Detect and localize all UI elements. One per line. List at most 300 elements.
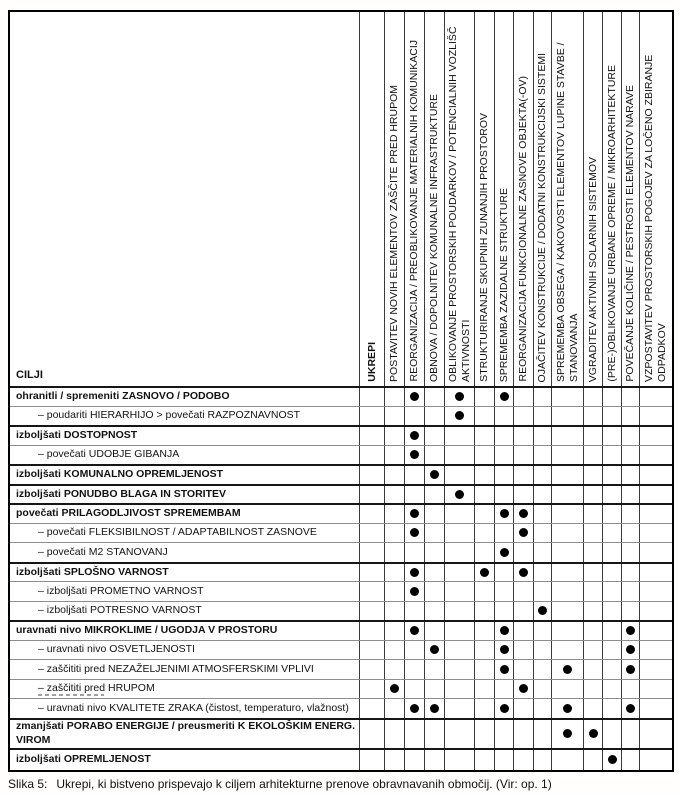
matrix-cell bbox=[475, 641, 495, 660]
matrix-cell bbox=[552, 543, 584, 562]
matrix-cell bbox=[495, 564, 514, 582]
matrix-cell bbox=[622, 699, 640, 718]
goal-label: – zaščititi pred NEZAŽELJENIMI ATMOSFERSKIMI VPLIVI bbox=[38, 662, 314, 675]
figure-caption-text: Ukrepi, ki bistveno prispevajo k ciljem arhitekturne prenove obravnavanih območij. (Vir: op. 1) bbox=[56, 777, 552, 791]
dot-marker bbox=[430, 645, 439, 654]
column-header-cell bbox=[514, 12, 534, 386]
matrix-cell bbox=[552, 427, 584, 445]
matrix-cell bbox=[514, 641, 534, 660]
goal-label: – povečati FLEKSIBILNOST / ADAPTABILNOST ZASNOVE bbox=[38, 526, 317, 539]
matrix-cell bbox=[603, 564, 622, 582]
goal-label: – izboljšati PROMETNO VARNOST bbox=[38, 584, 204, 597]
matrix-cell bbox=[552, 720, 584, 748]
matrix-cell bbox=[495, 388, 514, 406]
matrix-cell bbox=[603, 622, 622, 640]
column-header-label: POVEČANJE KOLIČINE / PESTROSTI ELEMENTOV NARAVE bbox=[624, 85, 637, 382]
goal-label: – povečati M2 STANOVANJ bbox=[38, 545, 168, 558]
matrix-cell bbox=[584, 388, 603, 406]
matrix-cell bbox=[475, 582, 495, 601]
matrix-cell bbox=[534, 407, 552, 426]
matrix-cell bbox=[552, 388, 584, 406]
matrix-cell bbox=[495, 466, 514, 484]
matrix-cell bbox=[445, 486, 475, 504]
matrix-cell bbox=[475, 750, 495, 770]
matrix-cell bbox=[385, 466, 405, 484]
matrix-cell bbox=[622, 427, 640, 445]
matrix-cell bbox=[475, 388, 495, 406]
matrix-cell bbox=[385, 641, 405, 660]
matrix-cell bbox=[475, 427, 495, 445]
matrix-cell bbox=[495, 660, 514, 679]
matrix-cell bbox=[495, 505, 514, 523]
matrix-cell bbox=[405, 427, 425, 445]
matrix-cell bbox=[405, 602, 425, 621]
matrix-cell bbox=[640, 641, 672, 660]
dot-marker bbox=[608, 755, 617, 764]
matrix-cell bbox=[640, 602, 672, 621]
matrix-cell bbox=[640, 505, 672, 523]
measures-spacer-cell bbox=[360, 543, 385, 562]
matrix-cell bbox=[385, 720, 405, 748]
pencil-smudge-mark bbox=[38, 694, 104, 696]
goal-label: uravnati nivo MIKROKLIME / UGODJA V PROSTORU bbox=[16, 624, 278, 637]
matrix-cell bbox=[534, 427, 552, 445]
matrix-cell bbox=[552, 486, 584, 504]
matrix-cell bbox=[405, 564, 425, 582]
matrix-cell bbox=[640, 680, 672, 699]
dot-marker bbox=[455, 490, 464, 499]
column-header-label: VZPOSTAVITEV PROSTORSKIH POGOJEV ZA LOČENO ZBIRANJE ODPADKOV bbox=[643, 54, 668, 382]
column-header-cell bbox=[495, 12, 514, 386]
matrix-cell bbox=[603, 660, 622, 679]
matrix-cell bbox=[622, 602, 640, 621]
matrix-cell bbox=[640, 427, 672, 445]
matrix-cell bbox=[514, 543, 534, 562]
goal-row bbox=[10, 503, 672, 523]
matrix-cell bbox=[584, 505, 603, 523]
dot-marker bbox=[480, 568, 489, 577]
matrix-cell bbox=[495, 582, 514, 601]
matrix-cell bbox=[534, 486, 552, 504]
matrix-cell bbox=[405, 388, 425, 406]
matrix-cell bbox=[603, 582, 622, 601]
matrix-cell bbox=[405, 505, 425, 523]
measures-spacer-cell bbox=[360, 622, 385, 640]
dot-marker bbox=[410, 587, 419, 596]
matrix-cell bbox=[514, 660, 534, 679]
dot-marker bbox=[500, 548, 509, 557]
goal-row bbox=[10, 748, 672, 770]
matrix-cell bbox=[405, 622, 425, 640]
goal-row bbox=[10, 386, 672, 406]
measures-spacer-cell bbox=[360, 720, 385, 748]
matrix-cell bbox=[385, 524, 405, 543]
goal-row bbox=[10, 620, 672, 640]
table-header-row bbox=[10, 12, 672, 386]
matrix-cell bbox=[603, 427, 622, 445]
matrix-cell bbox=[534, 720, 552, 748]
dot-marker bbox=[626, 645, 635, 654]
matrix-cell bbox=[552, 680, 584, 699]
matrix-cell bbox=[584, 602, 603, 621]
matrix-cell bbox=[534, 524, 552, 543]
matrix-cell bbox=[445, 524, 475, 543]
matrix-cell bbox=[445, 407, 475, 426]
dot-marker bbox=[589, 729, 598, 738]
matrix-cell bbox=[622, 407, 640, 426]
matrix-cell bbox=[405, 582, 425, 601]
matrix-cell bbox=[445, 582, 475, 601]
matrix-cell bbox=[475, 622, 495, 640]
matrix-cell bbox=[534, 446, 552, 465]
measures-spacer-cell bbox=[360, 388, 385, 406]
matrix-cell bbox=[552, 750, 584, 770]
matrix-cell bbox=[475, 602, 495, 621]
matrix-cell bbox=[584, 582, 603, 601]
matrix-cell bbox=[603, 720, 622, 748]
goal-row bbox=[10, 523, 672, 543]
measures-spacer-cell bbox=[360, 446, 385, 465]
matrix-cell bbox=[640, 750, 672, 770]
matrix-cell bbox=[640, 660, 672, 679]
goal-row bbox=[10, 425, 672, 445]
matrix-cell bbox=[405, 543, 425, 562]
column-header-label: SPREMEMBA OBSEGA / KAKOVOSTI ELEMENTOV LUPINE STAVBE / STANOVANJA bbox=[554, 42, 580, 382]
measures-header-label: UKREPI bbox=[365, 342, 378, 382]
goal-label: ohranitli / spremeniti ZASNOVO / PODOBO bbox=[16, 390, 230, 403]
matrix-cell bbox=[475, 524, 495, 543]
goal-label: – uravnati nivo OSVETLJENOSTI bbox=[38, 643, 195, 656]
matrix-cell bbox=[514, 466, 534, 484]
matrix-cell bbox=[622, 680, 640, 699]
matrix-cell bbox=[385, 407, 405, 426]
goal-label-cell bbox=[10, 505, 360, 523]
matrix-cell bbox=[603, 446, 622, 465]
goal-label-cell bbox=[10, 543, 360, 562]
goal-label-cell bbox=[10, 680, 360, 699]
goal-label: izboljšati SPLOŠNO VARNOST bbox=[16, 565, 169, 578]
goal-label-cell bbox=[10, 427, 360, 445]
dot-marker bbox=[410, 392, 419, 401]
matrix-cell bbox=[425, 699, 445, 718]
matrix-cell bbox=[603, 750, 622, 770]
column-header-label: VGRADITEV AKTIVNIH SOLARNIH SISTEMOV bbox=[586, 156, 599, 382]
dot-marker bbox=[410, 704, 419, 713]
goal-label-cell bbox=[10, 641, 360, 660]
matrix-cell bbox=[622, 446, 640, 465]
matrix-cell bbox=[584, 543, 603, 562]
measures-spacer-cell bbox=[360, 641, 385, 660]
matrix-cell bbox=[495, 680, 514, 699]
matrix-cell bbox=[385, 582, 405, 601]
goal-label-cell bbox=[10, 602, 360, 621]
goal-row bbox=[10, 445, 672, 465]
matrix-cell bbox=[475, 466, 495, 484]
matrix-cell bbox=[552, 660, 584, 679]
matrix-cell bbox=[475, 543, 495, 562]
matrix-cell bbox=[640, 486, 672, 504]
matrix-cell bbox=[495, 622, 514, 640]
matrix-cell bbox=[534, 622, 552, 640]
matrix-cell bbox=[640, 699, 672, 718]
goal-label-cell bbox=[10, 622, 360, 640]
goal-label: izboljšati DOSTOPNOST bbox=[16, 429, 138, 442]
matrix-cell bbox=[584, 564, 603, 582]
dot-marker bbox=[538, 606, 547, 615]
matrix-cell bbox=[385, 486, 405, 504]
matrix-cell bbox=[552, 505, 584, 523]
matrix-cell bbox=[603, 680, 622, 699]
matrix-cell bbox=[425, 582, 445, 601]
matrix-cell bbox=[534, 660, 552, 679]
column-header-cell bbox=[475, 12, 495, 386]
matrix-cell bbox=[495, 641, 514, 660]
matrix-cell bbox=[534, 699, 552, 718]
measures-spacer-cell bbox=[360, 660, 385, 679]
matrix-cell bbox=[495, 407, 514, 426]
matrix-cell bbox=[584, 720, 603, 748]
goal-label-cell bbox=[10, 486, 360, 504]
column-header-cell bbox=[534, 12, 552, 386]
column-header-cell bbox=[622, 12, 640, 386]
matrix-cell bbox=[584, 680, 603, 699]
goal-row bbox=[10, 718, 672, 748]
matrix-cell bbox=[385, 427, 405, 445]
dot-marker bbox=[410, 450, 419, 459]
matrix-cell bbox=[405, 641, 425, 660]
measures-header-cell bbox=[360, 12, 385, 386]
matrix-cell bbox=[385, 660, 405, 679]
matrix-cell bbox=[622, 660, 640, 679]
goal-row bbox=[10, 581, 672, 601]
matrix-cell bbox=[445, 750, 475, 770]
matrix-cell bbox=[385, 505, 405, 523]
matrix-cell bbox=[534, 641, 552, 660]
matrix-cell bbox=[534, 466, 552, 484]
column-header-cell bbox=[552, 12, 584, 386]
matrix-cell bbox=[425, 407, 445, 426]
measures-spacer-cell bbox=[360, 680, 385, 699]
matrix-cell bbox=[603, 641, 622, 660]
dot-marker bbox=[410, 528, 419, 537]
matrix-cell bbox=[405, 466, 425, 484]
matrix-cell bbox=[405, 720, 425, 748]
dot-marker bbox=[500, 665, 509, 674]
matrix-cell bbox=[425, 750, 445, 770]
dot-marker bbox=[626, 665, 635, 674]
matrix-cell bbox=[385, 543, 405, 562]
dot-marker bbox=[410, 626, 419, 635]
matrix-cell bbox=[584, 699, 603, 718]
matrix-cell bbox=[603, 602, 622, 621]
matrix-cell bbox=[552, 564, 584, 582]
goal-row bbox=[10, 464, 672, 484]
matrix-cell bbox=[603, 407, 622, 426]
dot-marker bbox=[563, 704, 572, 713]
goal-label: – povečati UDOBJE GIBANJA bbox=[38, 448, 180, 461]
matrix-cell bbox=[552, 407, 584, 426]
goal-label: izboljšati OPREMLJENOST bbox=[16, 752, 151, 765]
matrix-cell bbox=[584, 524, 603, 543]
matrix-cell bbox=[552, 699, 584, 718]
goal-label-cell bbox=[10, 582, 360, 601]
matrix-cell bbox=[425, 622, 445, 640]
dot-marker bbox=[455, 392, 464, 401]
matrix-cell bbox=[445, 427, 475, 445]
matrix-cell bbox=[534, 602, 552, 621]
matrix-cell bbox=[445, 641, 475, 660]
matrix-cell bbox=[385, 446, 405, 465]
matrix-cell bbox=[622, 543, 640, 562]
matrix-cell bbox=[385, 564, 405, 582]
column-header-cell bbox=[603, 12, 622, 386]
matrix-cell bbox=[425, 388, 445, 406]
measures-spacer-cell bbox=[360, 699, 385, 718]
matrix-cell bbox=[584, 466, 603, 484]
measures-spacer-cell bbox=[360, 564, 385, 582]
matrix-cell bbox=[514, 750, 534, 770]
matrix-cell bbox=[622, 388, 640, 406]
matrix-cell bbox=[475, 407, 495, 426]
matrix-cell bbox=[514, 680, 534, 699]
matrix-cell bbox=[640, 466, 672, 484]
matrix-cell bbox=[495, 446, 514, 465]
goal-row bbox=[10, 406, 672, 426]
matrix-cell bbox=[534, 543, 552, 562]
matrix-cell bbox=[640, 564, 672, 582]
matrix-cell bbox=[385, 680, 405, 699]
matrix-cell bbox=[475, 505, 495, 523]
matrix-cell bbox=[552, 602, 584, 621]
goal-label: zmanjšati PORABO ENERGIJE / preusmeriti K EKOLOŠKIM ENERG. VIROM bbox=[16, 720, 355, 746]
figure-caption-number: Slika 5: bbox=[8, 777, 48, 791]
matrix-cell bbox=[475, 699, 495, 718]
goal-row bbox=[10, 679, 672, 699]
matrix-cell bbox=[405, 407, 425, 426]
matrix-cell bbox=[425, 505, 445, 523]
matrix-cell bbox=[603, 486, 622, 504]
column-header-cell bbox=[385, 12, 405, 386]
column-header-label: REORGANIZACIJA FUNKCIONALNE ZASNOVE OBJEKTA(-OV) bbox=[517, 76, 530, 382]
matrix-cell bbox=[603, 543, 622, 562]
dot-marker bbox=[626, 704, 635, 713]
matrix-cell bbox=[640, 407, 672, 426]
matrix-cell bbox=[640, 582, 672, 601]
matrix-cell bbox=[552, 582, 584, 601]
matrix-cell bbox=[405, 524, 425, 543]
matrix-cell bbox=[495, 427, 514, 445]
matrix-cell bbox=[514, 622, 534, 640]
goal-label-cell bbox=[10, 524, 360, 543]
matrix-cell bbox=[385, 602, 405, 621]
dot-marker bbox=[410, 509, 419, 518]
matrix-cell bbox=[445, 564, 475, 582]
matrix-cell bbox=[552, 524, 584, 543]
column-header-label: REORGANIZACIJA / PREOBLIKOVANJE MATERIALNIH KOMUNIKACIJ bbox=[408, 40, 421, 382]
measures-spacer-cell bbox=[360, 486, 385, 504]
goal-label: izboljšati PONUDBO BLAGA IN STORITEV bbox=[16, 487, 227, 500]
matrix-cell bbox=[405, 660, 425, 679]
goal-label-cell bbox=[10, 466, 360, 484]
matrix-cell bbox=[534, 680, 552, 699]
matrix-cell bbox=[514, 582, 534, 601]
goal-label-cell bbox=[10, 660, 360, 679]
goal-row bbox=[10, 659, 672, 679]
goal-label-cell bbox=[10, 564, 360, 582]
matrix-cell bbox=[385, 750, 405, 770]
matrix-cell bbox=[534, 750, 552, 770]
matrix-cell bbox=[425, 466, 445, 484]
matrix-cell bbox=[640, 446, 672, 465]
matrix-cell bbox=[514, 388, 534, 406]
matrix-cell bbox=[445, 622, 475, 640]
matrix-cell bbox=[425, 602, 445, 621]
matrix-cell bbox=[425, 720, 445, 748]
goal-label-cell bbox=[10, 388, 360, 406]
matrix-cell bbox=[584, 750, 603, 770]
column-header-label: POSTAVITEV NOVIH ELEMENTOV ZAŠČITE PRED HRUPOM bbox=[388, 85, 401, 382]
matrix-cell bbox=[514, 407, 534, 426]
figure-caption bbox=[8, 777, 552, 791]
matrix-cell bbox=[514, 602, 534, 621]
dot-marker bbox=[430, 704, 439, 713]
matrix-cell bbox=[475, 486, 495, 504]
matrix-cell bbox=[475, 446, 495, 465]
matrix-cell bbox=[514, 446, 534, 465]
dot-marker bbox=[430, 470, 439, 479]
matrix-cell bbox=[475, 680, 495, 699]
column-header-cell bbox=[640, 12, 672, 386]
measures-spacer-cell bbox=[360, 750, 385, 770]
column-header-cell bbox=[445, 12, 475, 386]
matrix-cell bbox=[622, 582, 640, 601]
column-header-label: OJAČITEV KONSTRUKCIJE / DODATNI KONSTRUKCIJSKI SISTEMI bbox=[536, 52, 549, 382]
matrix-cell bbox=[640, 720, 672, 748]
dot-marker bbox=[563, 729, 572, 738]
matrix-cell bbox=[405, 699, 425, 718]
matrix-cell bbox=[534, 564, 552, 582]
matrix-cell bbox=[640, 622, 672, 640]
matrix-cell bbox=[514, 505, 534, 523]
matrix-cell bbox=[495, 720, 514, 748]
matrix-cell bbox=[495, 602, 514, 621]
matrix-cell bbox=[603, 505, 622, 523]
matrix-cell bbox=[603, 524, 622, 543]
column-header-label: SPREMEMBA ZAZIDALNE STRUKTURE bbox=[497, 187, 510, 382]
matrix-cell bbox=[640, 524, 672, 543]
matrix-cell bbox=[514, 720, 534, 748]
column-header-label: STRUKTURIRANJE SKUPNIH ZUNANJIH PROSTOROV bbox=[478, 113, 491, 382]
measures-spacer-cell bbox=[360, 466, 385, 484]
matrix-cell bbox=[445, 388, 475, 406]
matrix-cell bbox=[425, 680, 445, 699]
dot-marker bbox=[519, 528, 528, 537]
matrix-cell bbox=[552, 622, 584, 640]
matrix-cell bbox=[445, 466, 475, 484]
dot-marker bbox=[500, 704, 509, 713]
matrix-cell bbox=[475, 660, 495, 679]
dot-marker bbox=[519, 684, 528, 693]
column-header-label: (PRE-)OBLIKOVANJE URBANE OPREME / MIKROARHITEKTURE bbox=[605, 65, 618, 382]
measures-spacer-cell bbox=[360, 505, 385, 523]
measures-spacer-cell bbox=[360, 524, 385, 543]
matrix-cell bbox=[385, 622, 405, 640]
goal-label: – izboljšati POTRESNO VARNOST bbox=[38, 604, 202, 617]
matrix-cell bbox=[534, 505, 552, 523]
goal-label: – uravnati nivo KVALITETE ZRAKA (čistost, temperaturo, vlažnost) bbox=[38, 701, 349, 714]
matrix-cell bbox=[584, 446, 603, 465]
matrix-cell bbox=[622, 622, 640, 640]
